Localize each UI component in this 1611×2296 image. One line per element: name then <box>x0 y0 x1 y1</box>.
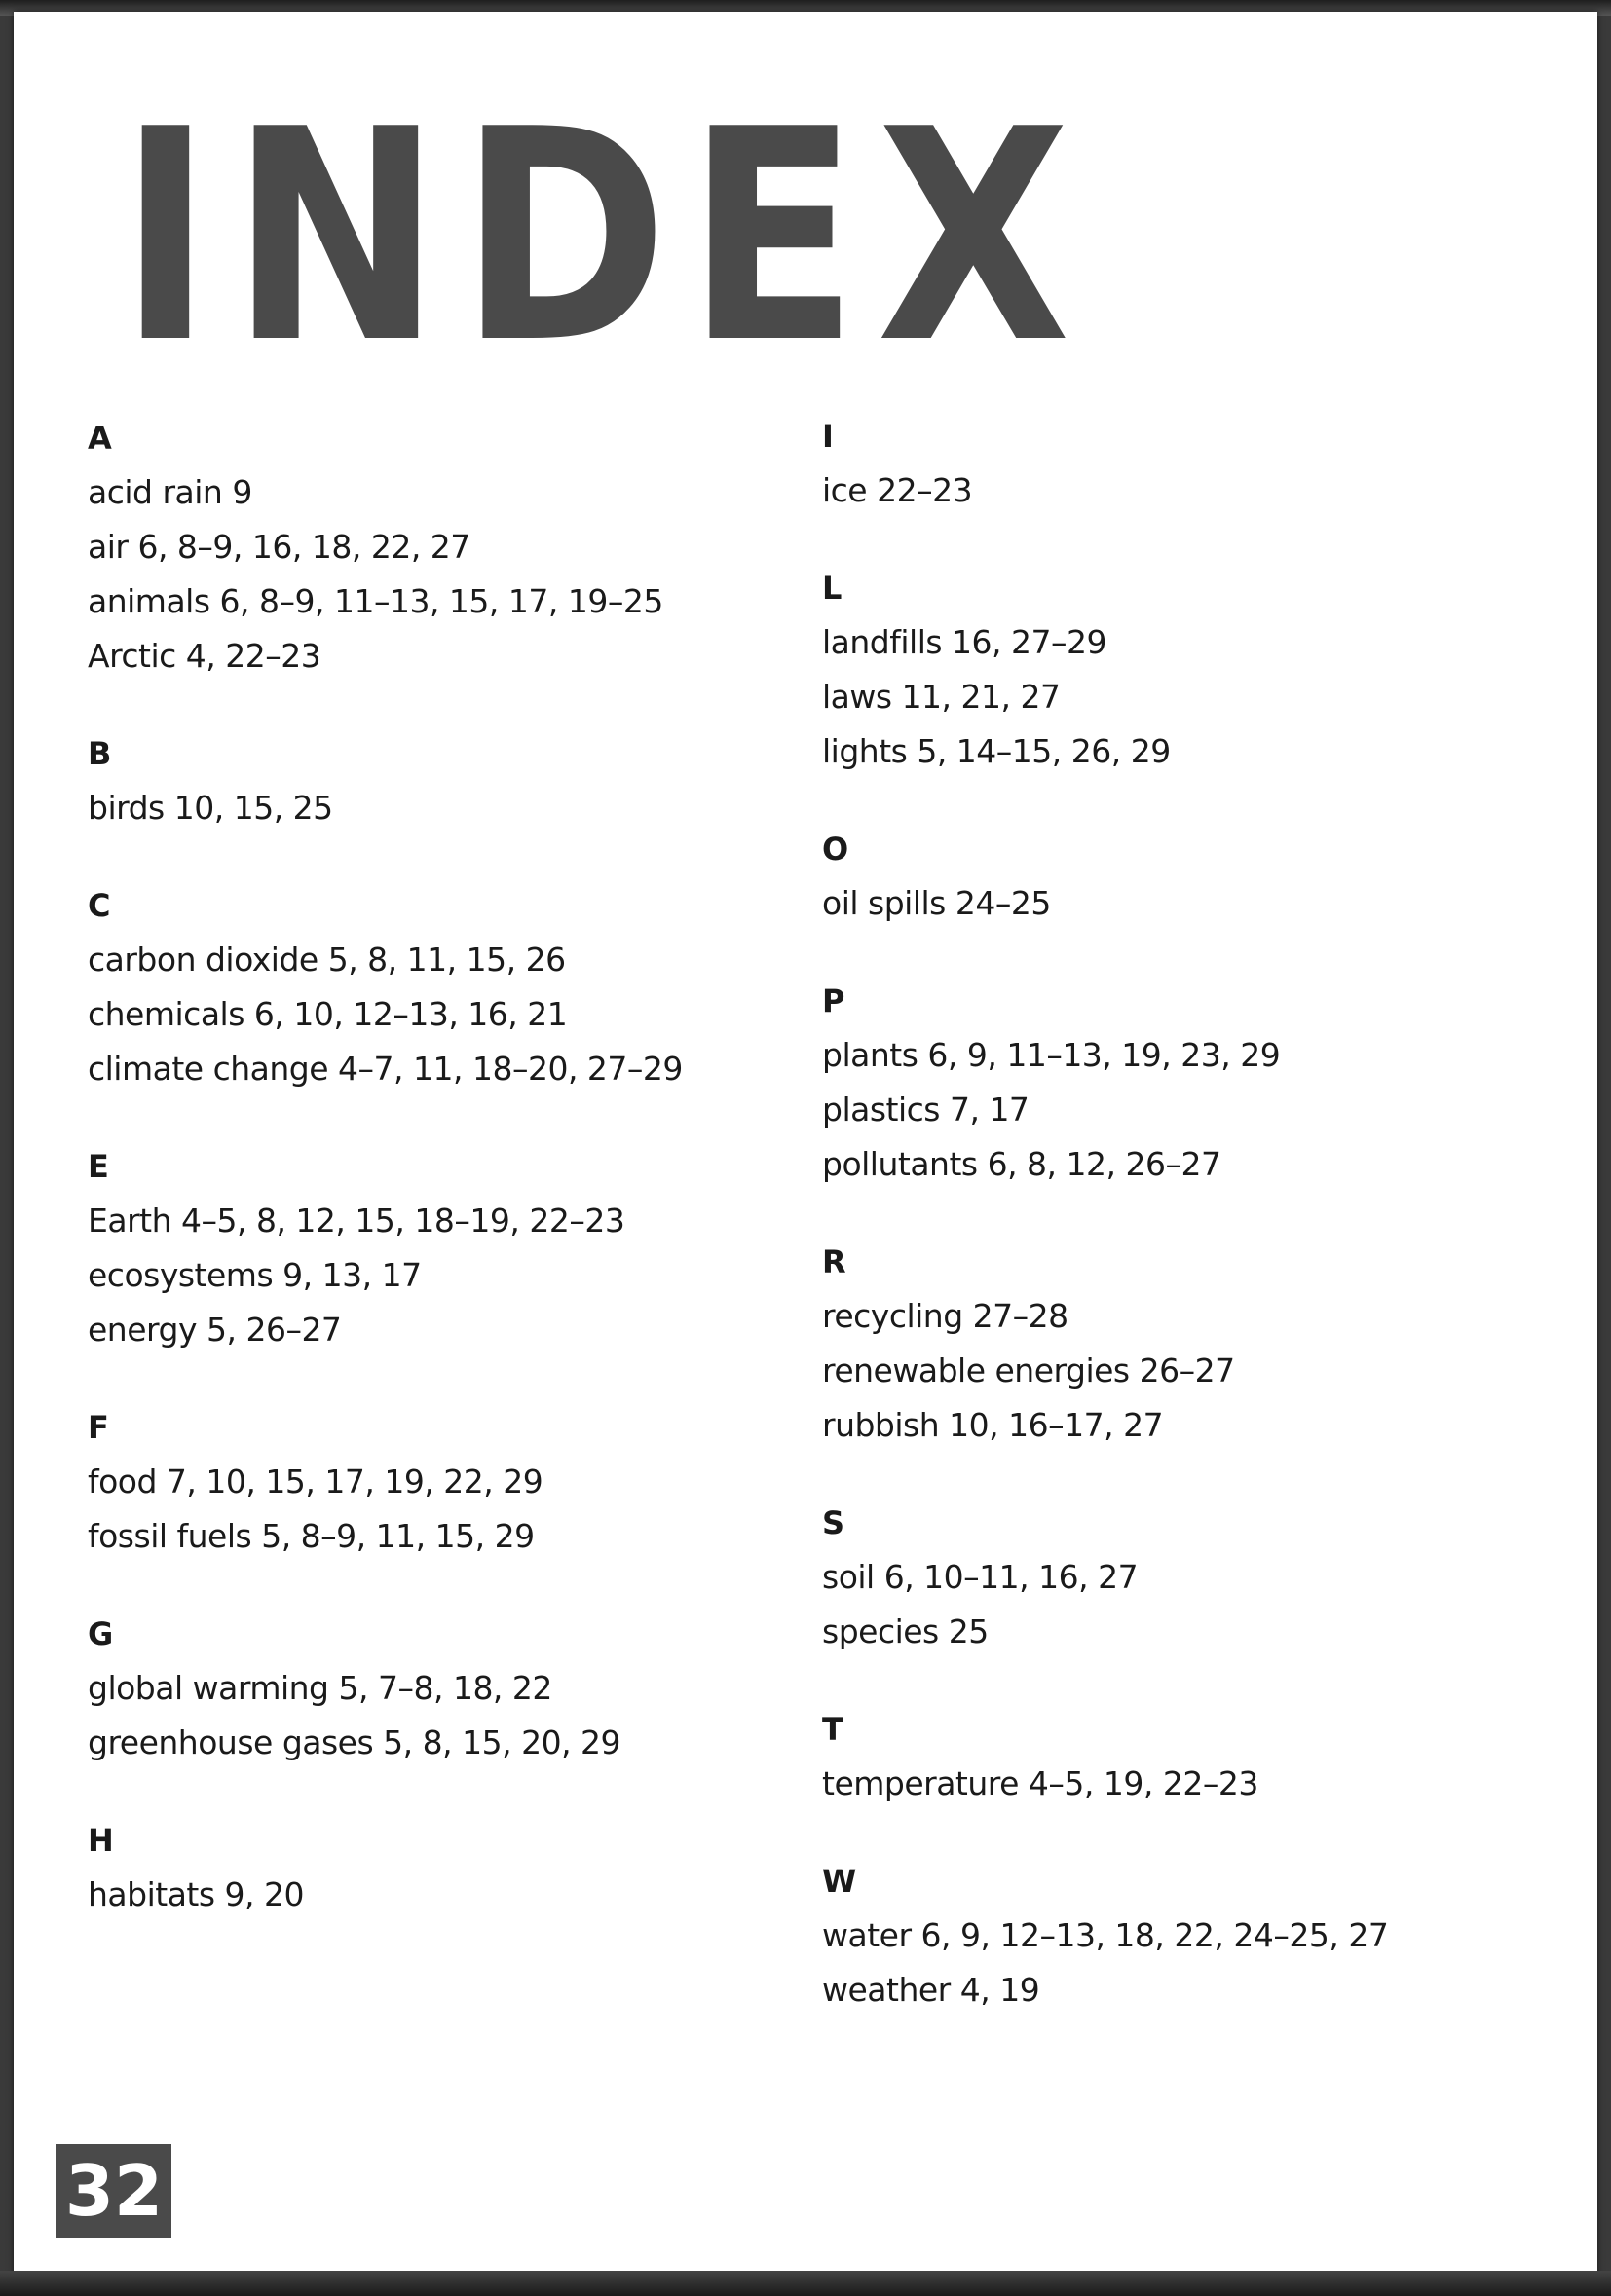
index-entry: recycling 27–28 <box>822 1297 1068 1335</box>
index-letter-heading: T <box>822 1711 843 1748</box>
index-entry: rubbish 10, 16–17, 27 <box>822 1406 1164 1444</box>
index-group <box>822 1702 1504 1811</box>
index-entry: plastics 7, 17 <box>822 1091 1030 1129</box>
index-letter-heading: A <box>88 420 112 457</box>
index-group <box>822 1854 1504 2018</box>
index-entry: water 6, 9, 12–13, 18, 22, 24–25, 27 <box>822 1916 1389 1954</box>
index-entry: plants 6, 9, 11–13, 19, 23, 29 <box>822 1036 1281 1074</box>
index-group <box>822 561 1504 779</box>
index-letter-heading: I <box>822 418 834 455</box>
page-number-badge: 32 <box>56 2144 171 2238</box>
index-entry: renewable energies 26–27 <box>822 1352 1235 1389</box>
index-entry: ecosystems 9, 13, 17 <box>88 1256 422 1294</box>
index-letter-heading: L <box>822 570 843 607</box>
index-entry: animals 6, 8–9, 11–13, 15, 17, 19–25 <box>88 582 663 620</box>
page-title: INDEX <box>119 67 1089 407</box>
index-entry: food 7, 10, 15, 17, 19, 22, 29 <box>88 1463 543 1500</box>
index-letter-heading: F <box>88 1409 109 1446</box>
index-entry: acid rain 9 <box>88 473 252 511</box>
index-letter-heading: R <box>822 1243 846 1280</box>
index-entry: energy 5, 26–27 <box>88 1311 342 1349</box>
index-entry: global warming 5, 7–8, 18, 22 <box>88 1669 552 1707</box>
index-entry: greenhouse gases 5, 8, 15, 20, 29 <box>88 1723 621 1761</box>
index-entry: soil 6, 10–11, 16, 27 <box>822 1558 1139 1596</box>
index-letter-heading: G <box>88 1615 114 1652</box>
book-page <box>14 12 1597 2277</box>
index-entry: oil spills 24–25 <box>822 884 1051 922</box>
index-column-right <box>822 409 1504 2060</box>
index-entry: habitats 9, 20 <box>88 1875 305 1913</box>
index-group <box>88 1813 769 1922</box>
index-letter-heading: E <box>88 1148 109 1185</box>
index-entry: Arctic 4, 22–23 <box>88 637 321 675</box>
index-letter-heading: S <box>822 1504 845 1541</box>
index-entry: fossil fuels 5, 8–9, 11, 15, 29 <box>88 1517 535 1555</box>
index-entry: lights 5, 14–15, 26, 29 <box>822 732 1171 770</box>
index-group <box>822 822 1504 931</box>
index-group <box>88 726 769 835</box>
index-entry: laws 11, 21, 27 <box>822 678 1061 716</box>
index-group <box>822 1496 1504 1659</box>
index-entry: pollutants 6, 8, 12, 26–27 <box>822 1145 1221 1183</box>
index-group <box>88 1607 769 1770</box>
index-letter-heading: H <box>88 1822 114 1859</box>
index-group <box>822 1235 1504 1453</box>
index-entry: chemicals 6, 10, 12–13, 16, 21 <box>88 995 568 1033</box>
index-entry: ice 22–23 <box>822 471 973 509</box>
index-group <box>88 878 769 1096</box>
index-letter-heading: C <box>88 887 111 924</box>
index-entry: climate change 4–7, 11, 18–20, 27–29 <box>88 1050 683 1088</box>
index-letter-heading: P <box>822 982 845 1019</box>
index-group <box>88 1139 769 1357</box>
index-entry: weather 4, 19 <box>822 1971 1040 2009</box>
index-entry: landfills 16, 27–29 <box>822 623 1107 661</box>
index-entry: species 25 <box>822 1612 989 1650</box>
index-entry: temperature 4–5, 19, 22–23 <box>822 1764 1258 1802</box>
index-letter-heading: O <box>822 831 849 868</box>
index-entry: air 6, 8–9, 16, 18, 22, 27 <box>88 528 470 566</box>
index-group <box>822 409 1504 518</box>
index-entry: carbon dioxide 5, 8, 11, 15, 26 <box>88 941 566 979</box>
scan-edge-bottom <box>0 2271 1611 2296</box>
index-entry: Earth 4–5, 8, 12, 15, 18–19, 22–23 <box>88 1202 625 1240</box>
index-group <box>822 974 1504 1192</box>
index-group <box>88 1400 769 1564</box>
index-letter-heading: B <box>88 735 112 772</box>
index-letter-heading: W <box>822 1863 857 1900</box>
index-entry: birds 10, 15, 25 <box>88 789 333 827</box>
index-group <box>88 411 769 684</box>
index-column-left <box>88 411 769 1965</box>
